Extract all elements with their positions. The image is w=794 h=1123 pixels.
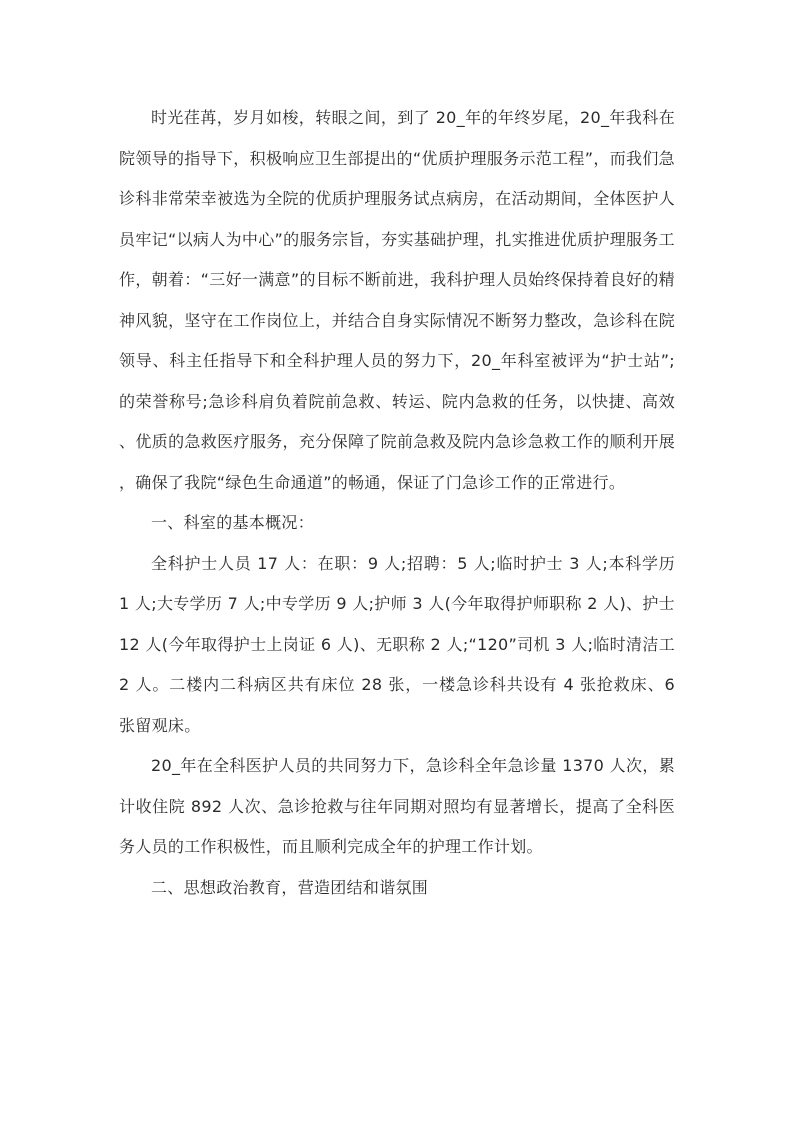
staff-overview-paragraph: 全科护士人员 17 人：在职：9 人;招聘：5 人;临时护士 3 人;本科学历 1 人;大专学历 7 人;中专学历 9 人;护师 3 人(今年取得护师职称 2 人)、护士 12 人(今年取得护士上岗证 6 人)、无职称 2 人;“120”司机 3 人;临时清洁工 2 人。二楼内二科病区共有床位 28 张，一楼急诊科共设有 4 张抢救床、6 张留观床。 [119, 553, 675, 735]
annual-statistics-paragraph: 20_年在全科医护人员的共同努力下，急诊科全年急诊量 1370 人次，累计收住院 892 人次、急诊抢救与往年同期对照均有显著增长，提高了全科医务人员的工作积极性，而且顺利完成全年的护理工作计划。 [119, 756, 675, 856]
intro-paragraph: 时光荏苒，岁月如梭，转眼之间，到了 20_年的年终岁尾，20_年我科在院领导的指导下，积极响应卫生部提出的“优质护理服务示范工程”，而我们急诊科非常荣幸被选为全院的优质护理服务试点病房，在活动期间，全体医护人员牢记“以病人为中心”的服务宗旨，夯实基础护理，扎实推进优质护理服务工作，朝着：“三好一满意”的目标不断前进，我科护理人员始终保持着良好的精神风貌，坚守在工作岗位上，并结合自身实际情况不断努力整改，急诊科在院领导、科主任指导下和全科护理人员的努力下，20_年科室被评为“护士站”;的荣誉称号;急诊科肩负着院前急救、转运、院内急救的任务，以快捷、高效、优质的急救医疗服务，充分保障了院前急救及院内急诊急救工作的顺利开展，确保了我院“绿色生命通道”的畅通，保证了门急诊工作的正常进行。 [119, 108, 675, 492]
section-heading-basic-overview: 一、科室的基本概况： [151, 513, 315, 532]
document-body [119, 98, 675, 908]
section-heading-political-education: 二、思想政治教育，营造团结和谐氛围 [151, 877, 429, 897]
